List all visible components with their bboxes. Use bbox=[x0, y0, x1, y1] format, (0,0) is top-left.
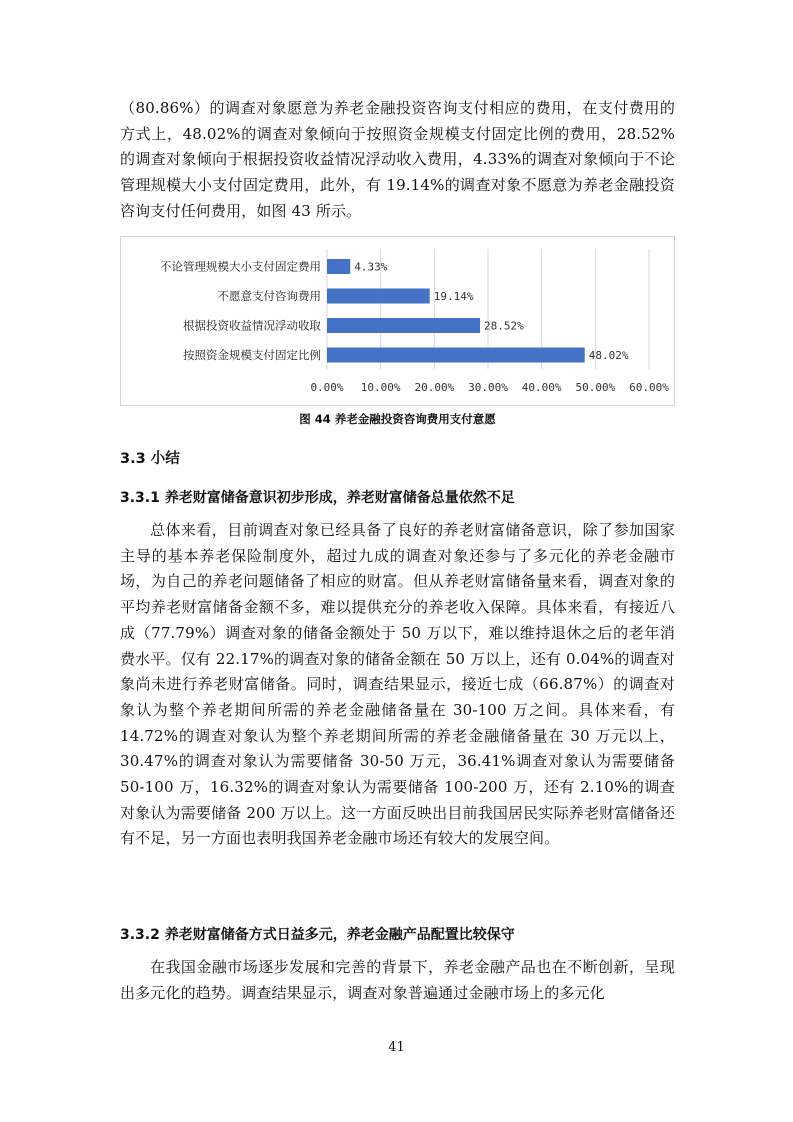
category-label: 不愿意支付咨询费用 bbox=[217, 289, 321, 303]
x-tick-label: 50.00% bbox=[575, 381, 616, 394]
x-tick-label: 30.00% bbox=[468, 381, 508, 394]
figure-caption: 图 44 养老金融投资咨询费用支付意愿 bbox=[299, 412, 496, 426]
x-tick-label: 10.00% bbox=[360, 381, 401, 394]
category-label: 不论管理规模大小支付固定费用 bbox=[160, 259, 321, 274]
intro-paragraph: （80.86%）的调查对象愿意为养老金融投资咨询支付相应的费用，在支付费用的方式上，48.02%的调查对象倾向于按照资金规模支付固定比例的费用，28.52%的调查对象倾向于根据投资收益情况浮动收入费用，4.33%的调查对象倾向于不论管理规模大小支付固定费用，此外，有 19.14%的调查对象不愿意为养老金融投资咨询支付任何费用，如图 43 所示。 bbox=[120, 99, 675, 220]
subsection-2-heading: 3.3.2 养老财富储备方式日益多元，养老金融产品配置比较保守 bbox=[120, 927, 515, 943]
data-label: 4.33% bbox=[354, 260, 388, 274]
x-tick-label: 40.00% bbox=[521, 381, 562, 394]
subsection-2-paragraph: 在我国金融市场逐步发展和完善的背景下，养老金融产品也在不断创新，呈现出多元化的趋势。调查结果显示，调查对象普遍通过金融市场上的多元化 bbox=[120, 958, 675, 1002]
category-label: 根据投资收益情况浮动收取 bbox=[183, 318, 321, 333]
bar bbox=[327, 318, 480, 333]
data-label: 19.14% bbox=[433, 290, 474, 303]
bar-chart-svg bbox=[121, 237, 674, 405]
page-number: 41 bbox=[388, 1040, 405, 1055]
bar-chart bbox=[120, 236, 675, 406]
bar bbox=[327, 348, 585, 363]
data-label: 48.02% bbox=[588, 349, 629, 362]
subsection-1-paragraph: 总体来看，目前调查对象已经具备了良好的养老财富储备意识，除了参加国家主导的基本养老保险制度外，超过九成的调查对象还参与了多元化的养老金融市场，为自己的养老问题储备了相应的财富。但从养老财富储备量来看，调查对象的平均养老财富储备金额不多，难以提供充分的养老收入保障。具体来看，有接近八成（77.79%）调查对象的储备金额处于 50 万以下，难以维持退休之后的老年消费水平。仅有 22.17%的调查对象的储备金额在 50 万以上，还有 0.04%的调查对象尚未进行养老财富储备。同时，调查结果显示，接近七成（66.87%）的调查对象认为整个养老期间所需的养老金融储备量在 30-100 万之间。具体来看，有 14.72%的调查对象认为整个养老期间所需的养老金融储备量在 30 万元以上，30.47%的调查对象认为需要储备 30-50 万元，36.41%调查对象认为需要储备 50-100 万，16.32%的调查对象认为需要储备 100-200 万，还有 2.10%的调查对象认为需要储备 200 万以上。这一方面反映出目前我国居民实际养老财富储备还有不足，另一方面也表明我国养老金融市场还有较大的发展空间。 bbox=[120, 521, 675, 848]
category-label: 按照资金规模支付固定比例 bbox=[183, 348, 321, 362]
x-tick-label: 20.00% bbox=[414, 381, 455, 394]
bar bbox=[327, 259, 350, 274]
section-heading: 3.3 小结 bbox=[120, 451, 180, 467]
x-tick-label: 0.00% bbox=[310, 381, 344, 394]
x-tick-label: 60.00% bbox=[629, 381, 669, 394]
data-label: 28.52% bbox=[484, 319, 524, 333]
subsection-1-heading: 3.3.1 养老财富储备意识初步形成，养老财富储备总量依然不足 bbox=[120, 490, 515, 506]
bar bbox=[327, 289, 430, 304]
